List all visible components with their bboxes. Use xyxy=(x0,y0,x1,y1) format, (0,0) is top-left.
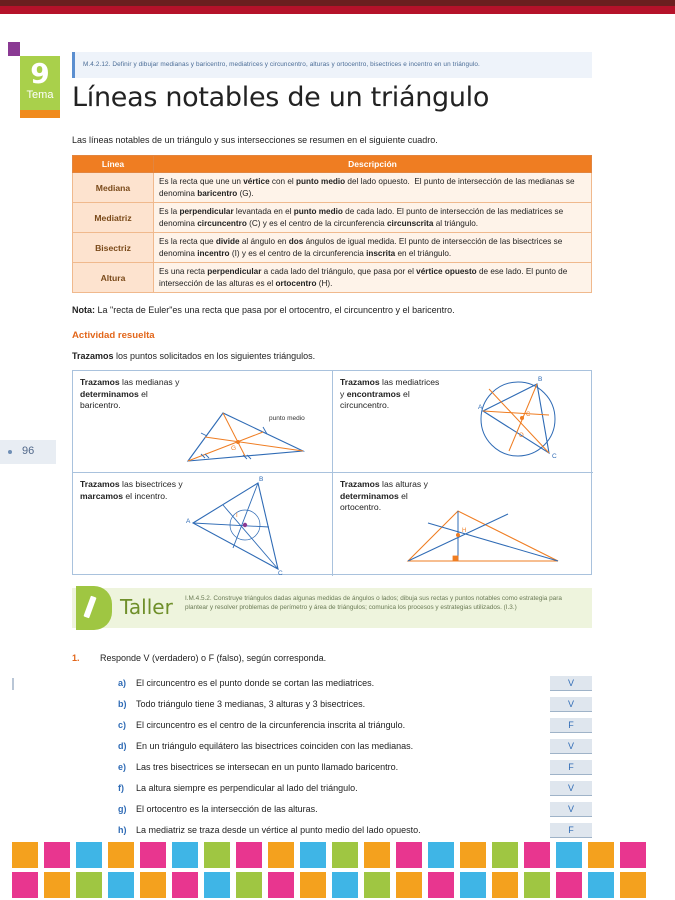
footer-square xyxy=(588,842,614,868)
cell-descripcion: Es una recta perpendicular a cada lado del triángulo, que pasa por el vértice opuesto de ese lado. El punto de intersección de las alturas es el ortocentro (H). xyxy=(154,263,592,293)
footer-color-squares xyxy=(0,842,675,900)
tema-label: Tema xyxy=(26,89,54,101)
figure-cell-medianas xyxy=(73,371,333,473)
footer-square xyxy=(12,872,38,898)
actividad-subtitle xyxy=(72,351,315,361)
footer-square xyxy=(460,842,486,868)
cell-descripcion: Es la recta que divide al ángulo en dos ángulos de igual medida. El punto de intersección de las bisectrices se denomina incentro (I) y es el centro de la circunferencia inscrita en el triángulo. xyxy=(154,233,592,263)
caption-part-4: el circuncentro. xyxy=(340,388,410,410)
footer-square xyxy=(332,842,358,868)
list-item xyxy=(118,718,592,739)
tema-number: 9 xyxy=(30,57,50,90)
footer-square xyxy=(204,872,230,898)
svg-text:B: B xyxy=(538,376,543,383)
caption-part-3: determinamos xyxy=(80,388,139,399)
th-descripcion: Descripción xyxy=(154,156,592,173)
svg-text:A: A xyxy=(478,404,483,411)
svg-text:A: A xyxy=(186,518,191,525)
nota-label: Nota: xyxy=(72,305,95,315)
footer-square xyxy=(492,872,518,898)
left-margin-mark xyxy=(12,678,14,690)
top-white-band xyxy=(0,14,675,42)
footer-square xyxy=(268,842,294,868)
triangle-bisectrices-figure xyxy=(73,473,333,576)
answer-field[interactable]: V xyxy=(550,739,592,754)
item-letter: g) xyxy=(118,804,127,814)
caption-part-4: el incentro. xyxy=(123,490,168,501)
footer-square xyxy=(76,842,102,868)
footer-square xyxy=(236,872,262,898)
item-letter: c) xyxy=(118,720,127,730)
pencil-icon xyxy=(83,596,96,619)
footer-square xyxy=(460,872,486,898)
caption-part-2: las bisectrices y xyxy=(119,479,183,489)
footer-square xyxy=(300,872,326,898)
footer-square xyxy=(364,872,390,898)
caption-part-1: Trazamos xyxy=(340,377,380,387)
item-letter: h) xyxy=(118,825,127,835)
nota-text xyxy=(72,305,592,315)
footer-square xyxy=(620,842,646,868)
footer-square xyxy=(140,872,166,898)
exercise-number: 1. xyxy=(72,653,80,663)
actividad-subtitle-rest: los puntos solicitados en los siguientes triángulos. xyxy=(113,351,316,361)
footer-square xyxy=(556,842,582,868)
footer-square xyxy=(620,872,646,898)
footer-square xyxy=(524,842,550,868)
list-item xyxy=(118,760,592,781)
footer-square xyxy=(44,872,70,898)
footer-square xyxy=(364,842,390,868)
footer-square xyxy=(556,872,582,898)
answer-field[interactable]: V xyxy=(550,781,592,796)
item-text: El circuncentro es el punto donde se cortan las mediatrices. xyxy=(136,678,375,688)
item-letter: d) xyxy=(118,741,127,751)
list-item xyxy=(118,802,592,823)
caption-part-2: las alturas y xyxy=(379,479,428,489)
table-row xyxy=(73,233,592,263)
footer-square xyxy=(44,842,70,868)
footer-square xyxy=(140,842,166,868)
footer-square xyxy=(12,842,38,868)
caption-part-3: determinamos xyxy=(340,490,399,501)
footer-square xyxy=(300,842,326,868)
item-letter: f) xyxy=(118,783,124,793)
caption-part-3: encontramos xyxy=(346,388,401,399)
item-text: En un triángulo equilátero las bisectrices coinciden con las medianas. xyxy=(136,741,414,751)
footer-square xyxy=(396,842,422,868)
item-text: La altura siempre es perpendicular al lado del triángulo. xyxy=(136,783,358,793)
item-text: El circuncentro es el centro de la circunferencia inscrita al triángulo. xyxy=(136,720,406,730)
intro-text: Las líneas notables de un triángulo y sus intersecciones se resumen en el siguiente cuadro. xyxy=(72,135,438,145)
th-linea: Línea xyxy=(73,156,154,173)
footer-square xyxy=(428,842,454,868)
footer-square xyxy=(268,872,294,898)
triangle-mediatrices-figure xyxy=(333,371,593,473)
item-letter: e) xyxy=(118,762,127,772)
destreza-code: M.4.2.12. Definir y dibujar medianas y baricentro, mediatrices y circuncentro, alturas y ortocentro, bisectrices e incentro en un triángulo. xyxy=(72,52,592,78)
page-dot xyxy=(8,450,12,454)
answer-field[interactable]: F xyxy=(550,718,592,733)
taller-badge xyxy=(76,586,112,630)
cell-linea: Mediatriz xyxy=(73,203,154,233)
exercise-prompt: Responde V (verdadero) o F (falso), según corresponda. xyxy=(100,653,327,663)
taller-destreza-code: I.M.4.5.2. Construye triángulos dadas algunas medidas de ángulos o lados; dibuja sus rectas y puntos notables como estrategia para plantear y resolver problemas de perímetro y área de triángulos; comunica los procesos y estrategias utilizados. (I.3.) xyxy=(185,595,562,611)
svg-text:C: C xyxy=(552,453,557,460)
tema-underline xyxy=(20,110,60,118)
caption-part-1: Trazamos xyxy=(340,479,380,489)
tema-badge xyxy=(20,56,60,110)
actividad-title: Actividad resuelta xyxy=(72,330,155,341)
answer-field[interactable]: V xyxy=(550,697,592,712)
footer-square xyxy=(76,872,102,898)
item-text: La mediatriz se traza desde un vértice al punto medio del lado opuesto. xyxy=(136,825,421,835)
top-red-bar xyxy=(0,6,675,14)
item-text: Las tres bisectrices se intersecan en un punto llamado baricentro. xyxy=(136,762,399,772)
item-letter: b) xyxy=(118,699,127,709)
figure-cell-mediatrices xyxy=(333,371,593,473)
nota-body: La "recta de Euler"es una recta que pasa por el ortocentro, el circuncentro y el baricentro. xyxy=(95,305,455,315)
list-item xyxy=(118,697,592,718)
svg-text:C: C xyxy=(526,412,531,418)
triangle-alturas-figure xyxy=(333,473,593,576)
answer-field[interactable]: V xyxy=(550,802,592,817)
punto-medio-label: punto medio xyxy=(269,415,305,422)
purple-tab-marker xyxy=(8,42,20,56)
figure-cell-alturas xyxy=(333,473,593,576)
caption-part-1: Trazamos xyxy=(80,479,120,489)
footer-square xyxy=(332,872,358,898)
footer-square xyxy=(172,872,198,898)
footer-square xyxy=(236,842,262,868)
caption-part-2: las medianas y xyxy=(119,377,180,387)
svg-text:O: O xyxy=(519,433,524,439)
table-row xyxy=(73,203,592,233)
footer-square xyxy=(492,842,518,868)
svg-text:B: B xyxy=(259,476,264,483)
footer-square xyxy=(396,872,422,898)
caption-part-3: marcamos xyxy=(80,490,123,501)
page-title: Líneas notables de un triángulo xyxy=(72,82,490,113)
item-text: Todo triángulo tiene 3 medianas, 3 alturas y 3 bisectrices. xyxy=(136,699,366,709)
svg-text:G: G xyxy=(231,445,237,452)
list-item xyxy=(118,739,592,760)
page-number: 96 xyxy=(22,445,35,457)
table-row xyxy=(73,173,592,203)
list-item xyxy=(118,676,592,697)
exercise-items xyxy=(118,676,592,844)
svg-text:I: I xyxy=(236,513,238,519)
answer-field[interactable]: F xyxy=(550,823,592,838)
triangle-medianas-figure xyxy=(73,371,333,473)
caption-part-4: el baricentro. xyxy=(80,388,148,410)
list-item xyxy=(118,823,592,844)
caption-part-2: las mediatrices y xyxy=(340,377,440,399)
actividad-subtitle-bold: Trazamos xyxy=(72,351,114,361)
cell-linea: Altura xyxy=(73,263,154,293)
svg-text:H: H xyxy=(462,528,467,534)
footer-square xyxy=(204,842,230,868)
cell-descripcion: Es la perpendicular levantada en el punto medio de cada lado. El punto de intersección de las mediatrices se denomina circuncentro (C) y es el centro de la circunferencia circunscrita al triángulo. xyxy=(154,203,592,233)
footer-square xyxy=(108,872,134,898)
footer-square xyxy=(428,872,454,898)
table-header-row xyxy=(73,156,592,173)
lineas-notables-table xyxy=(72,155,592,293)
list-item xyxy=(118,781,592,802)
footer-square xyxy=(524,872,550,898)
figure-cell-bisectrices xyxy=(73,473,333,576)
figures-grid xyxy=(72,370,592,575)
page-number-tab xyxy=(0,440,56,464)
footer-square xyxy=(108,842,134,868)
caption-part-1: Trazamos xyxy=(80,377,120,387)
footer-square xyxy=(172,842,198,868)
table-row xyxy=(73,263,592,293)
answer-field[interactable]: V xyxy=(550,676,592,691)
svg-text:C: C xyxy=(278,570,283,576)
cell-linea: Bisectriz xyxy=(73,233,154,263)
caption-part-4: el ortocentro. xyxy=(340,490,408,512)
item-text: El ortocentro es la intersección de las alturas. xyxy=(136,804,318,814)
footer-square xyxy=(588,872,614,898)
cell-descripcion: Es la recta que une un vértice con el punto medio del lado opuesto. El punto de intersección de las medianas se denomina baricentro (G). xyxy=(154,173,592,203)
item-letter: a) xyxy=(118,678,127,688)
taller-label: Taller xyxy=(120,595,173,619)
cell-linea: Mediana xyxy=(73,173,154,203)
answer-field[interactable]: F xyxy=(550,760,592,775)
